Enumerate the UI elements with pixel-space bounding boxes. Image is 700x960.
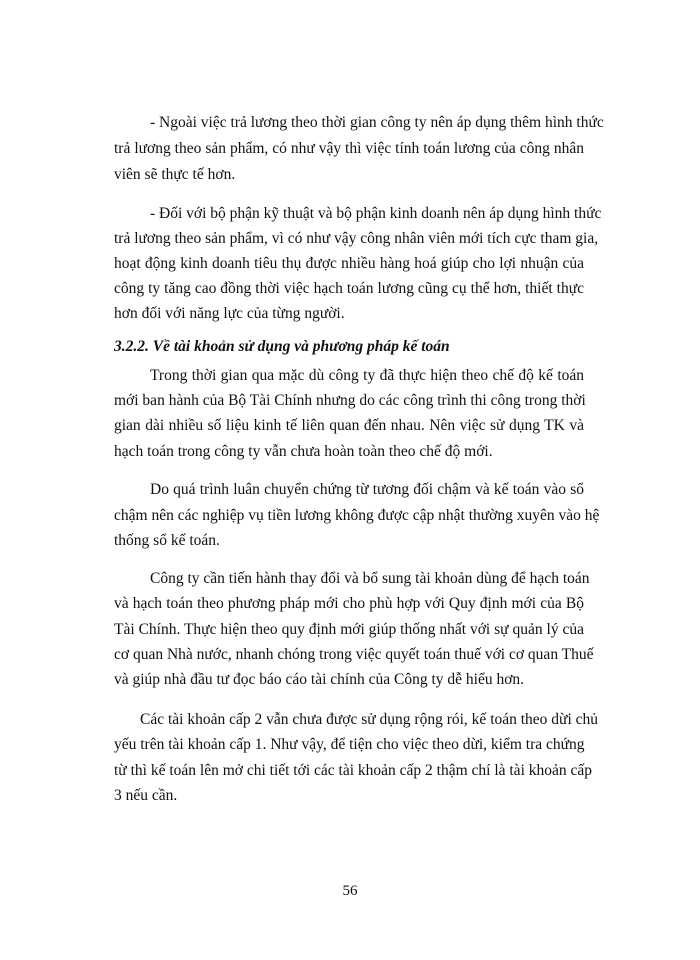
- p5-line-3: Tài Chính. Thực hiện theo quy định mới giúp thống nhất với sự quản lý của: [114, 621, 584, 638]
- p5-line-2: và hạch toán theo phương pháp mới cho phù hợp với Quy định mới của Bộ: [114, 595, 584, 612]
- p4-line-2: chậm nên các nghiệp vụ tiền lương không được cập nhật thường xuyên vào hệ: [114, 507, 600, 524]
- p1-line-1: - Ngoài việc trả lương theo thời gian công ty nên áp dụng thêm hình thức: [150, 114, 604, 131]
- p4-line-3: thống sổ kế toán.: [114, 532, 220, 549]
- section-heading: 3.2.2. Về tài khoản sử dụng và phương pháp kế toán: [114, 338, 450, 355]
- p2-line-4: công ty tăng cao đồng thời việc hạch toán lương cũng cụ thể hơn, thiết thực: [114, 280, 584, 297]
- p5-line-4: cơ quan Nhà nước, nhanh chóng trong việc quyết toán thuế với cơ quan Thuế: [114, 646, 594, 663]
- p2-line-5: hơn đối với năng lực của từng người.: [114, 305, 345, 322]
- p6-line-2: yếu trên tài khoản cấp 1. Như vậy, để tiện cho việc theo dừi, kiểm tra chứng: [114, 736, 585, 753]
- p1-line-2: trả lương theo sản phẩm, có như vậy thì việc tính toán lương của công nhân: [114, 140, 584, 157]
- p3-line-4: hạch toán trong công ty vẫn chưa hoàn toàn theo chế độ mới.: [114, 443, 493, 460]
- p6-line-1: Các tài khoản cấp 2 vẫn chưa được sử dụng rộng rói, kế toán theo dừi chủ: [140, 711, 599, 728]
- p6-line-4: 3 nếu cần.: [114, 787, 178, 804]
- page-number: 56: [342, 883, 358, 899]
- p6-line-3: từ thì kế toán lên mở chi tiết tới các tài khoản cấp 2 thậm chí là tài khoản cấp: [114, 762, 593, 779]
- p2-line-3: hoạt động kinh doanh tiêu thụ được nhiều hàng hoá giúp cho lợi nhuận của: [114, 255, 584, 272]
- p2-line-2: trả lương theo sản phẩm, vì có như vậy công nhân viên mới tích cực tham gia,: [114, 230, 599, 247]
- p4-line-1: Do quá trình luân chuyển chứng từ tương đối chậm và kế toán vào sổ: [150, 481, 584, 498]
- p3-line-2: mới ban hành của Bộ Tài Chính nhưng do các công trình thi công trong thời: [114, 392, 586, 409]
- p3-line-3: gian dài nhiều số liệu kinh tế liên quan đến nhau. Nên việc sử dụng TK và: [114, 417, 584, 434]
- p1-line-3: viên sẽ thực tế hơn.: [114, 166, 236, 183]
- p5-line-5: và giúp nhà đầu tư đọc báo cáo tài chính của Công ty dễ hiểu hơn.: [114, 671, 525, 688]
- p3-line-1: Trong thời gian qua mặc dù công ty đã thực hiện theo chế độ kế toán: [150, 367, 584, 384]
- p5-line-1: Công ty cần tiến hành thay đổi và bổ sung tài khoản dùng để hạch toán: [150, 570, 590, 587]
- p2-line-1: - Đối với bộ phận kỹ thuật và bộ phận kinh doanh nên áp dụng hình thức: [150, 205, 602, 222]
